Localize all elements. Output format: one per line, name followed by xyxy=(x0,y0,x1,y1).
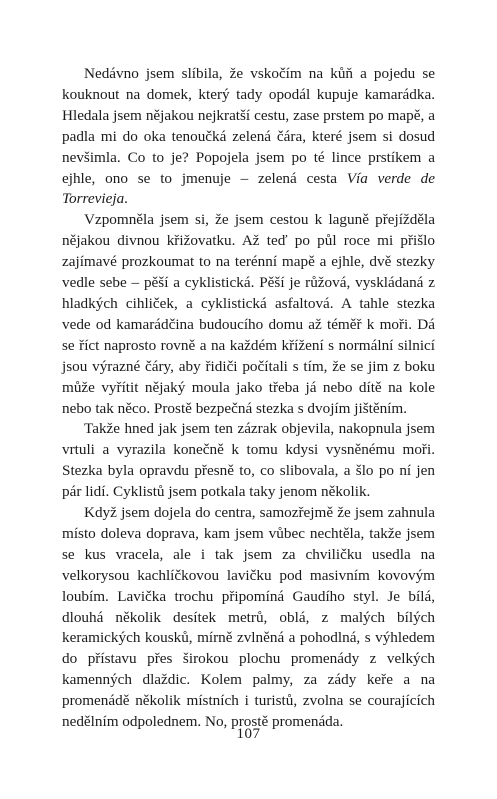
paragraph-3: Takže hned jak jsem ten zázrak objevila, nakopnula jsem vrtuli a vyrazila konečně k tomu kdysi vysněnému moři. Stezka byla opravdu přesně to, co slibovala, a šlo po ní jen pár lidí. Cyklistů jsem potkala taky jenom několik. xyxy=(62,420,435,501)
paragraph-1-text: Nedávno jsem slíbila, že vskočím na kůň a pojedu se kouknout na domek, který tady opodál kupuje kamarádka. Hledala jsem nějakou nejkratší cestu, zase prstem po mapě, a padla mi do oka tenoučká zelená čára, které jsem si dosud nevšimla. Co to je? Popojela jsem po té lince prstíkem a ejhle, ono se to jmenuje – zelená cesta xyxy=(62,65,435,187)
paragraph-1-end: . xyxy=(124,190,128,208)
page-number: 107 xyxy=(236,726,261,742)
paragraph-1 xyxy=(62,64,435,210)
paragraph-2: Vzpomněla jsem si, že jsem cestou k laguně přejížděla nějakou divnou křižovatku. Až teď po půl roce mi přišlo zajímavé prozkoumat to na terénní mapě a ejhle, dvě stezky vedle sebe – pěší a cyklistická. Pěší je růžová, vyskládaná z hladkých cihliček, a cyklistická asfaltová. A tahle stezka vede od kamarádčina budoucího domu až téměř k moři. Dá se říct naprosto rovně a na každém křížení s normální silnicí jsou výrazné čáry, aby řidiči počítali s tím, že se jim z boku může vyřítit nějaký moula jako třeba já nebo dítě na kole nebo tak něco. Prostě bezpečná stezka s dvojím jištěním. xyxy=(62,211,435,417)
book-page-text xyxy=(62,64,435,733)
paragraph-1-italic-name: Vía verde de Torrevieja xyxy=(62,169,435,208)
paragraph-4: Když jsem dojela do centra, samozřejmě že jsem zahnula místo doleva doprava, kam jsem vůbec nechtěla, takže jsem se kus vracela, ale i tak jsem za chviličku usedla na velkorysou kachlíčkovou lavičku pod masivním kovovým loubím. Lavička trochu připomíná Gaudího styl. Je bílá, dlouhá několik desítek metrů, oblá, z malých bílých keramických kousků, mírně zvlněná a pohodlná, s výhledem do přístavu přes širokou plochu promenády z velkých kamenných dlaždic. Kolem palmy, za zády keře a na promenádě několik místních i turistů, zvolna se courajících nedělním odpolednem. No, prostě promenáda. xyxy=(62,504,435,731)
